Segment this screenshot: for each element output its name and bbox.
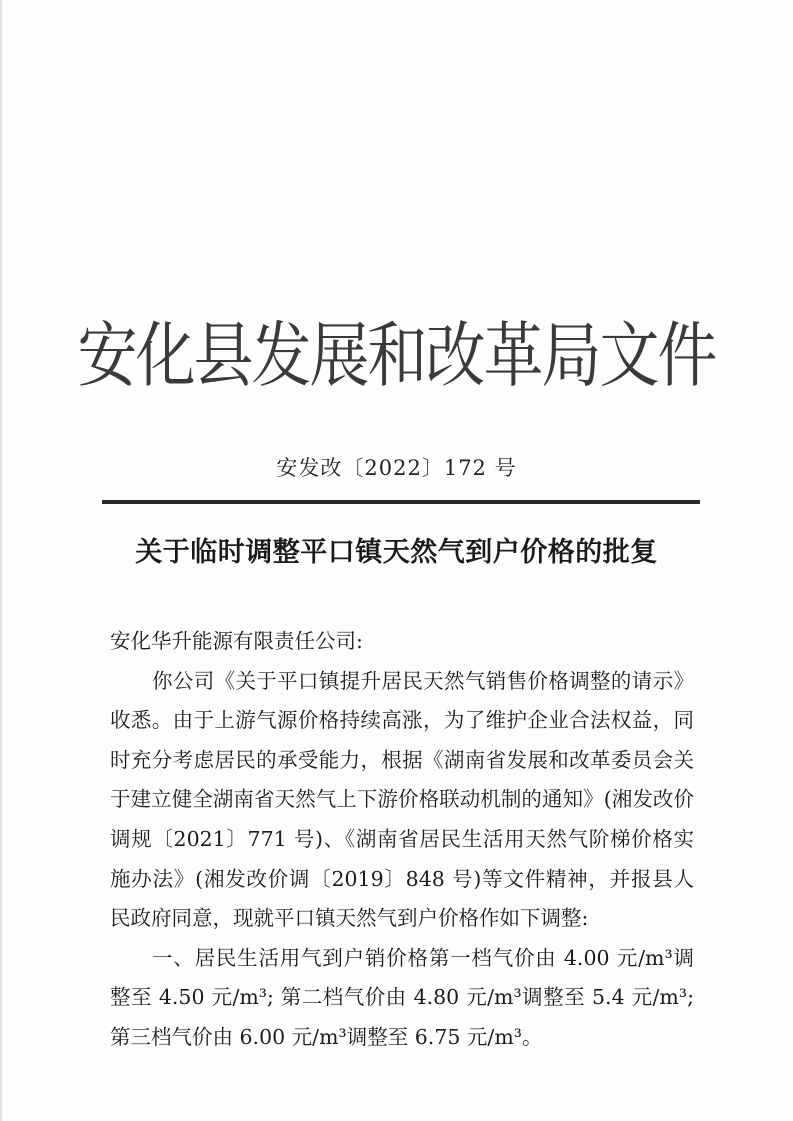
letterhead-title: 安化县发展和改革局文件: [77, 315, 716, 398]
document-title: 关于临时调整平口镇天然气到户价格的批复: [135, 537, 658, 568]
salutation: 安化华升能源有限责任公司:: [110, 629, 363, 653]
document-body: [110, 622, 694, 1058]
letterhead-divider: [102, 500, 700, 504]
document-number: 安发改〔2022〕172 号: [276, 456, 517, 480]
body-paragraph-request: 你公司《关于平口镇提升居民天然气销售价格调整的请示》收悉。由于上游气源价格持续高涨，为了维护企业合法权益，同时充分考虑居民的承受能力，根据《湖南省发展和改革委员会关于建立健全湖南省天然气上下游价格联动机制的通知》(湘发改价调规〔2021〕771 号)、《湖南省居民生活用天然气阶梯价格实施办法》(湘发改价调〔2019〕848 号)等文件精神，并报县人民政府同意，现就平口镇天然气到户价格作如下调整:: [110, 668, 694, 931]
body-paragraph-price-adjustment: 一、居民生活用气到户销价格第一档气价由 4.00 元/m³调整至 4.50 元/m³; 第二档气价由 4.80 元/m³调整至 5.4 元/m³; 第三档气价由 6.00 元/m³调整至 6.75 元/m³。: [110, 945, 694, 1049]
